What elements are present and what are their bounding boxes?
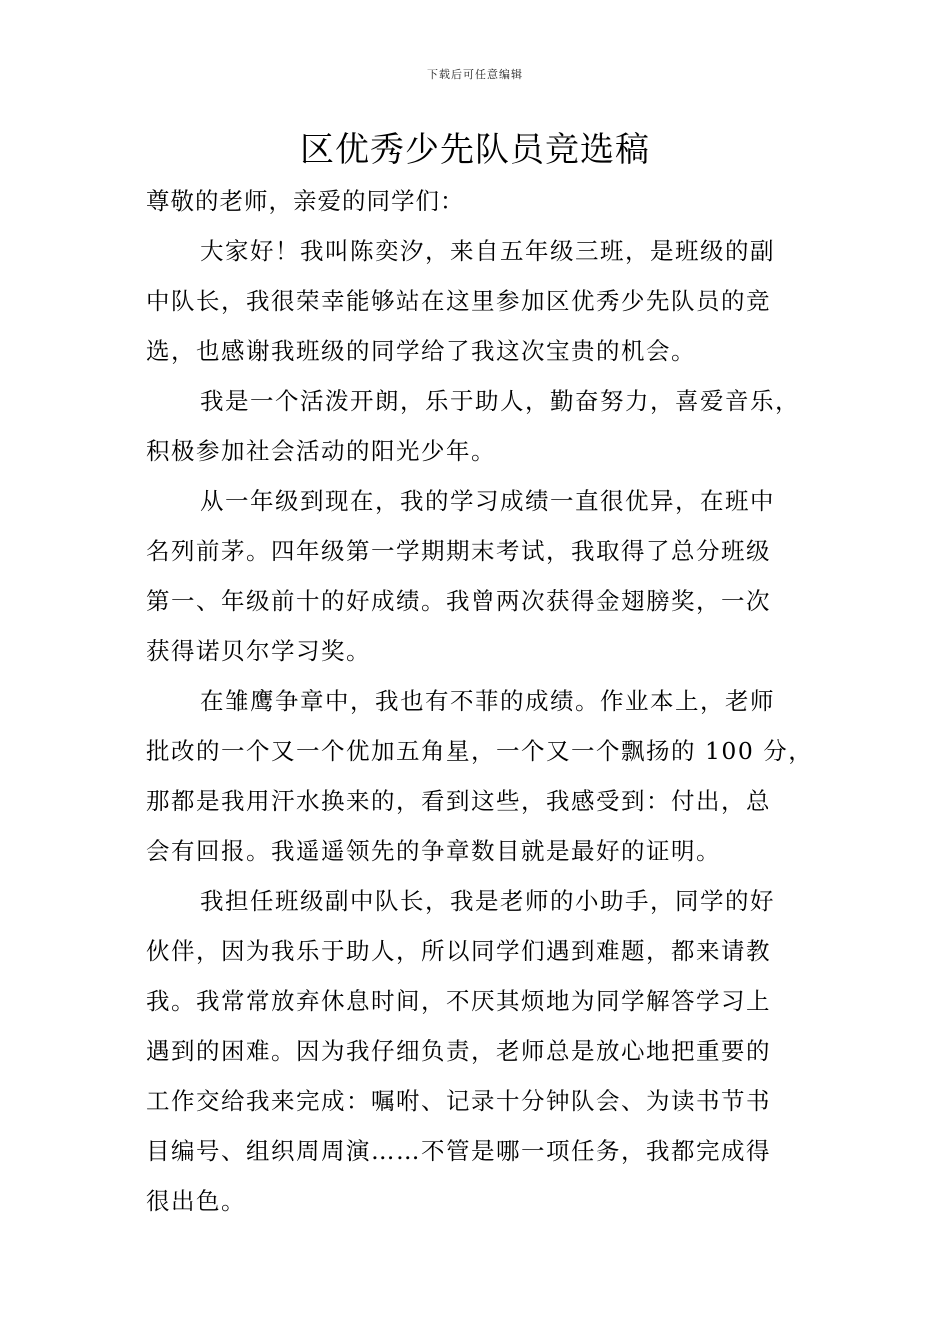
paragraph-line: 选，也感谢我班级的同学给了我这次宝贵的机会。 <box>146 337 696 365</box>
paragraph-line: 获得诺贝尔学习奖。 <box>146 637 371 665</box>
paragraph-intro <box>146 226 814 376</box>
paragraph-line: 批改的一个又一个优加五角星，一个又一个飘扬的 100 分， <box>146 737 814 765</box>
paragraph-line: 大家好！我叫陈奕汐，来自五年级三班，是班级的副 <box>200 237 775 265</box>
paragraph-line: 第一、年级前十的好成绩。我曾两次获得金翅膀奖，一次 <box>146 587 771 615</box>
paragraph-line: 我是一个活泼开朗，乐于助人，勤奋努力，喜爱音乐， <box>200 387 800 415</box>
paragraph-line: 伙伴，因为我乐于助人，所以同学们遇到难题，都来请教 <box>146 937 771 965</box>
paragraph-line: 我担任班级副中队长，我是老师的小助手，同学的好 <box>200 887 775 915</box>
paragraph-line: 目编号、组织周周演……不管是哪一项任务，我都完成得 <box>146 1137 771 1165</box>
paragraph-line: 名列前茅。四年级第一学期期末考试，我取得了总分班级 <box>146 537 771 565</box>
document-body <box>146 176 814 1226</box>
paragraph-leadership <box>146 876 814 1226</box>
header-note: 下载后可任意编辑 <box>427 68 523 81</box>
paragraph-academics <box>146 476 814 676</box>
paragraph-line: 中队长，我很荣幸能够站在这里参加区优秀少先队员的竞 <box>146 287 771 315</box>
paragraph-line: 会有回报。我遥遥领先的争章数目就是最好的证明。 <box>146 837 721 865</box>
paragraph-line: 从一年级到现在，我的学习成绩一直很优异，在班中 <box>200 487 775 515</box>
paragraph-line: 工作交给我来完成：嘱咐、记录十分钟队会、为读书节书 <box>146 1087 771 1115</box>
paragraph-personality <box>146 376 814 476</box>
document-title: 区优秀少先队员竞选稿 <box>300 130 650 170</box>
paragraph-line: 积极参加社会活动的阳光少年。 <box>146 437 496 465</box>
paragraph-line: 在雏鹰争章中，我也有不菲的成绩。作业本上，老师 <box>200 687 775 715</box>
salutation: 尊敬的老师，亲爱的同学们： <box>146 187 465 215</box>
paragraph-line: 遇到的困难。因为我仔细负责，老师总是放心地把重要的 <box>146 1037 771 1065</box>
paragraph-badges <box>146 676 814 876</box>
paragraph-line: 很出色。 <box>146 1187 246 1215</box>
paragraph-line: 我。我常常放弃休息时间，不厌其烦地为同学解答学习上 <box>146 987 771 1015</box>
paragraph-line: 那都是我用汗水换来的，看到这些，我感受到：付出，总 <box>146 787 771 815</box>
